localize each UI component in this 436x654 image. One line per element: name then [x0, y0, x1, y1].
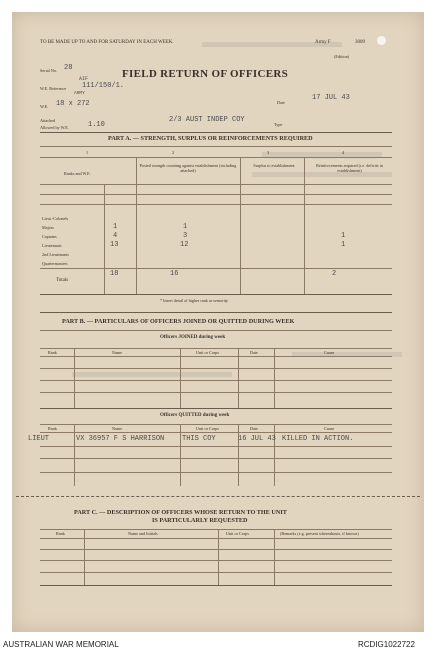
allowed-value: 1.10: [88, 121, 105, 129]
col-cause: Cause: [324, 350, 335, 355]
divider: [40, 432, 392, 433]
part-c-heading-line2: IS PARTICULARLY REQUESTED: [152, 517, 248, 524]
divider: [40, 380, 392, 381]
divider: [40, 294, 392, 295]
col-unit: Unit or Corps: [196, 350, 220, 355]
grid-line: [274, 348, 275, 408]
divider: [40, 549, 392, 550]
totals-posted: 16: [170, 270, 179, 278]
divider: [40, 458, 392, 459]
divider: [40, 538, 392, 539]
stamp-army: ARMY: [74, 91, 85, 96]
grid-line: [180, 424, 181, 486]
we-reference-label: W.E. Reference: [40, 86, 67, 91]
quitted-heading: Officers QUITTED during week: [160, 413, 230, 418]
col-name: Name: [112, 426, 122, 431]
grid-line: [104, 184, 105, 294]
divider: [40, 424, 392, 425]
part-a-heading: PART A. — STRENGTH, SURPLUS OR REINFORCEMENTS REQUIRED: [108, 135, 313, 142]
divider: [40, 312, 392, 313]
divider: [40, 408, 392, 409]
col-header-surplus: Surplus to establishment: [253, 163, 295, 168]
col-rank: Rank: [48, 350, 57, 355]
divider: [40, 529, 392, 530]
rank-label: Lieut.-Colonels: [42, 216, 69, 221]
type-label: Type: [274, 122, 283, 127]
grid-line: [218, 529, 219, 585]
totals-label: Totals: [56, 278, 69, 283]
form-paper: [12, 12, 424, 632]
col-date: Date: [250, 426, 258, 431]
fold-line: [16, 496, 420, 497]
army-form-label: Army F: [315, 40, 331, 45]
col-header-reinforcements: Reinforcements required (i.e. deficits in establishment): [316, 163, 383, 173]
quitted-unit: THIS COY: [182, 435, 216, 443]
rank-label: Quartermasters: [42, 261, 68, 266]
divider: [40, 268, 392, 269]
grid-line: [180, 348, 181, 408]
col-header-posted: Posted strength counting against establishment (including attached): [139, 163, 237, 173]
grid-line: [74, 424, 75, 486]
reinforcement-cell: 1: [341, 241, 346, 249]
divider: [40, 157, 392, 158]
joined-heading: Officers JOINED during week: [160, 335, 226, 340]
we-cell: 4: [113, 232, 118, 240]
part-a-footnote: * Insert detail of higher rank or seniority: [160, 298, 229, 303]
footer-institution: AUSTRALIAN WAR MEMORIAL: [3, 640, 119, 649]
col-unit: Unit or Corps: [226, 531, 250, 536]
rank-label: 2nd Lieutenants: [42, 252, 69, 257]
col-number: 4: [342, 150, 345, 155]
form-title: FIELD RETURN OF OFFICERS: [122, 68, 289, 80]
posted-cell: 1: [183, 223, 188, 231]
we-cell: 1: [113, 223, 118, 231]
grid-line: [84, 529, 85, 585]
quitted-date: 16 JUL 43: [238, 435, 276, 443]
grid-line: [136, 157, 137, 294]
divider: [40, 585, 392, 586]
divider: [40, 132, 392, 133]
show-through-mark: [72, 372, 232, 377]
edition-label: (Edition): [334, 54, 350, 59]
part-c-heading-line1: PART C. — DESCRIPTION OF OFFICERS WHOSE RETURN TO THE UNIT: [74, 509, 287, 516]
we-label: W.E.: [40, 104, 49, 109]
divider: [40, 368, 392, 369]
divider: [40, 472, 392, 473]
serial-value: 28: [64, 64, 73, 72]
divider: [40, 194, 392, 195]
punch-hole: [377, 36, 386, 45]
stamp-aif: AIF: [79, 76, 89, 82]
quitted-cause: KILLED IN ACTION.: [282, 435, 354, 443]
divider: [40, 560, 392, 561]
col-rank: Rank: [48, 426, 57, 431]
unit-value: 2/3 AUST INDEP COY: [169, 116, 245, 124]
quitted-rank: LIEUT: [28, 435, 50, 443]
divider: [40, 392, 392, 393]
we-value: 18 x 272: [56, 100, 90, 108]
we-cell: 13: [110, 241, 119, 249]
divider: [40, 572, 392, 573]
col-name-initials: Name and Initials: [128, 531, 158, 536]
grid-line: [238, 348, 239, 408]
attached-label: Attached: [40, 118, 56, 123]
grid-line: [304, 157, 305, 294]
col-date: Date: [250, 350, 258, 355]
rank-label: Captains: [42, 234, 57, 239]
grid-line: [74, 348, 75, 408]
col-name: Name: [112, 350, 122, 355]
col-unit: Unit or Corps: [196, 426, 220, 431]
footer-record-id: RCDIG1022722: [358, 640, 415, 649]
grid-line: [238, 424, 239, 486]
divider: [40, 348, 392, 349]
grid-line: [274, 529, 275, 585]
part-b-heading: PART B. — PARTICULARS OF OFFICERS JOINED OR QUITTED DURING WEEK: [62, 318, 295, 325]
col-number: 2: [172, 150, 175, 155]
army-form-number: 3009: [355, 40, 365, 45]
date-value: 17 JUL 43: [312, 94, 350, 102]
divider: [40, 356, 392, 357]
divider: [40, 184, 392, 185]
instruction-text: TO BE MADE UP TO AND FOR SATURDAY IN EACH WEEK.: [40, 40, 174, 45]
we-reference-value: 111/150/1.: [82, 82, 125, 90]
rank-label: Lieutenants: [42, 243, 62, 248]
reinforcement-cell: 1: [341, 232, 346, 240]
serial-label: Serial No.: [40, 68, 57, 73]
posted-cell: 3: [183, 232, 188, 240]
divider: [40, 330, 392, 331]
posted-cell: 12: [180, 241, 189, 249]
totals-we: 18: [110, 270, 119, 278]
divider: [40, 204, 392, 205]
divider: [40, 146, 392, 147]
grid-line: [240, 157, 241, 294]
col-rank: Rank: [56, 531, 65, 536]
quitted-name: VX 36957 F S HARRISON: [76, 435, 165, 443]
col-cause: Cause: [324, 426, 335, 431]
col-number: 1: [86, 150, 89, 155]
col-remarks: (Remarks (e.g. present whereabouts, if known): [280, 531, 359, 536]
date-label: Date: [277, 100, 285, 105]
allowed-label: Allowed by W.E.: [40, 125, 69, 130]
totals-reinforcements: 2: [332, 270, 337, 278]
col-header-ranks: Ranks and W.E.: [64, 171, 91, 176]
grid-line: [274, 424, 275, 486]
divider: [40, 446, 392, 447]
col-number: 3: [267, 150, 270, 155]
rank-label: Majors: [42, 225, 54, 230]
